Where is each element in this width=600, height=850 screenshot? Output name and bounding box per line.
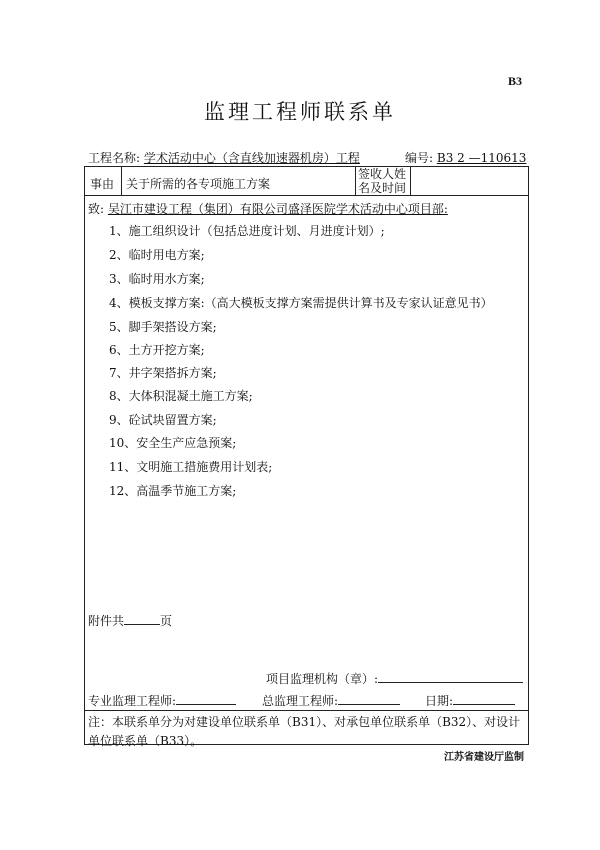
chief-engineer-row (262, 692, 400, 709)
list-item: 4、模板支撑方案:（高大模板支撑方案需提供计算书及专家认证意见书） (109, 296, 493, 310)
project-row (88, 149, 360, 166)
agency-field[interactable] (378, 670, 523, 683)
project-name: 学术活动中心（含直线加速器机房）工程 (143, 151, 360, 165)
list-item: 2、临时用电方案; (109, 248, 205, 262)
number-row (405, 149, 526, 166)
date-row (425, 692, 515, 709)
attachment-pages-field[interactable] (124, 612, 160, 625)
addressee-value: 吴江市建设工程（集团）有限公司盛泽医院学术活动中心项目部: (107, 202, 448, 216)
subject-value: 关于所需的各专项施工方案 (126, 177, 271, 191)
agency-row (266, 670, 523, 687)
note: 注：本联系单分为对建设单位联系单（B31）、对承包单位联系单（B32）、对设计单位联系单（B33）。 (88, 715, 521, 748)
list-item: 5、脚手架搭设方案; (109, 320, 217, 334)
list-item: 3、临时用水方案; (109, 272, 205, 286)
attachment-suffix: 页 (160, 614, 173, 628)
project-label: 工程名称: (88, 151, 141, 165)
addressee-label: 致: (88, 202, 105, 216)
list-item: 6、土方开挖方案; (109, 343, 205, 357)
signature-row (88, 692, 236, 709)
number-value: B3 2 —110613 (436, 151, 527, 165)
spec-engineer-label: 专业监理工程师: (88, 694, 177, 708)
form-code: B3 (507, 74, 522, 88)
list-item: 8、大体积混凝土施工方案; (109, 389, 253, 403)
receipt-input[interactable] (411, 167, 527, 194)
chief-engineer-label: 总监理工程师: (262, 694, 339, 708)
agency-label: 项目监理机构（章）: (266, 672, 379, 686)
list-item: 10、安全生产应急预案; (109, 436, 237, 450)
list-item: 7、井字架搭拆方案; (109, 366, 217, 380)
list-item: 11、文明施工措施费用计划表; (109, 460, 273, 474)
attachment-row (88, 612, 172, 629)
receipt-label (358, 167, 406, 195)
form-title: 监理工程师联系单 (204, 100, 396, 124)
spec-engineer-field[interactable] (176, 692, 236, 705)
list-item: 1、施工组织设计（包括总进度计划、月进度计划）; (109, 224, 385, 238)
footer-issuer: 江苏省建设厅监制 (444, 752, 524, 763)
date-label: 日期: (425, 694, 454, 708)
attachment-prefix: 附件共 (88, 614, 125, 628)
subject-label: 事由 (90, 177, 115, 191)
receipt-label-line-2: 名及时间 (358, 181, 407, 195)
addressee-row (88, 200, 448, 217)
number-label: 编号: (405, 151, 434, 165)
receipt-label-line-1: 签收人姓 (358, 167, 407, 181)
chief-engineer-field[interactable] (338, 692, 400, 705)
date-field[interactable] (453, 692, 515, 705)
list-item: 12、高温季节施工方案; (109, 484, 237, 498)
list-item: 9、砼试块留置方案; (109, 413, 217, 427)
